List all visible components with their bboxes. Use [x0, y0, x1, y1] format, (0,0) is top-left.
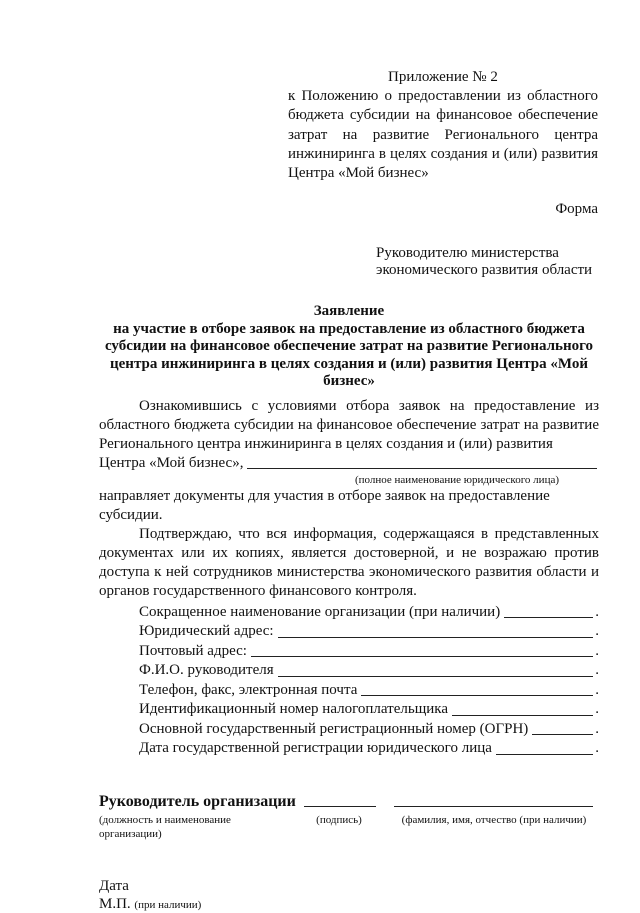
field-label: Ф.И.О. руководителя [139, 662, 274, 679]
form-field-row [139, 700, 599, 720]
header-line: бюджета субсидии на финансовое обеспечение [288, 107, 598, 124]
form-field-row [139, 661, 599, 681]
header-line: инжиниринга в целях создания и (или) развития [288, 145, 598, 162]
appendix-number: Приложение № 2 [388, 69, 498, 85]
paragraph-1: Ознакомившись с условиями отбора заявок на предоставление из областного бюджета субсидии на финансовое обеспечение затрат на развитие Регионального центра инжиниринга в целях создания и (или) развития [99, 397, 599, 452]
signature-field[interactable] [304, 806, 376, 807]
paragraph-1-end: Центра «Мой бизнес», [99, 454, 244, 471]
field-input[interactable] [532, 733, 593, 735]
title-line: субсидии на финансовое обеспечение затрат на развитие Регионального [104, 338, 594, 355]
form-field-row [139, 720, 599, 740]
form-field-row [139, 603, 599, 623]
stamp-note: (при наличии) [134, 898, 202, 911]
field-label: Дата государственной регистрации юридического лица [139, 740, 492, 757]
org-name-caption: (полное наименование юридического лица) [354, 473, 559, 486]
field-end: . [595, 740, 599, 757]
field-input[interactable] [504, 616, 593, 618]
form-label: Форма [555, 201, 598, 217]
header-line: затрат на развитие Регионального центра [288, 126, 598, 143]
stamp-label: М.П. [99, 895, 131, 912]
field-label: Почтовый адрес: [139, 642, 247, 659]
header-line: Центра «Мой бизнес» [288, 165, 429, 182]
name-field[interactable] [394, 806, 593, 807]
date-stamp-block [99, 877, 604, 913]
field-label: Юридический адрес: [139, 623, 274, 640]
addressee [376, 245, 592, 279]
title-line: центра инжиниринга в целях создания и (или) развития Центра «Мой бизнес» [110, 355, 588, 390]
field-input[interactable] [361, 694, 593, 696]
org-name-field[interactable] [247, 467, 597, 469]
field-end: . [595, 662, 599, 679]
field-label: Телефон, факс, электронная почта [139, 681, 358, 698]
signature-caption: (подпись) [316, 813, 362, 826]
form-field-row [139, 622, 599, 642]
title-main: Заявление [313, 303, 385, 319]
signature-block [99, 793, 599, 841]
form-field-row [139, 642, 599, 662]
org-name-line [99, 454, 599, 473]
field-input[interactable] [278, 675, 594, 677]
signature-label: Руководитель организации [99, 792, 296, 810]
paragraph-1-cont: направляет документы для участия в отборе заявок на предоставление субсидии. [99, 487, 550, 523]
document-main [94, 303, 604, 913]
field-end: . [595, 720, 599, 737]
field-end: . [595, 701, 599, 718]
name-caption: (фамилия, имя, отчество (при наличии) [401, 813, 587, 826]
document-body [99, 397, 599, 601]
field-input[interactable] [278, 636, 594, 638]
field-end: . [595, 623, 599, 640]
field-label: Основной государственный регистрационный номер (ОГРН) [139, 720, 529, 737]
title-line: на участие в отборе заявок на предоставление из областного бюджета [113, 320, 585, 337]
addressee-line: Руководителю министерства [376, 245, 559, 261]
field-label: Идентификационный номер налогоплательщика [139, 701, 449, 718]
field-end: . [595, 642, 599, 659]
appendix-header [288, 68, 598, 183]
paragraph-2: Подтверждаю, что вся информация, содержащаяся в представленных документах или их копиях, является достоверной, и не возражаю против доступа к ней сотрудников министерства экономического развития области и органов государственного финансового контроля. [99, 525, 599, 599]
field-end: . [595, 603, 599, 620]
field-input[interactable] [452, 714, 593, 716]
form-field-row [139, 681, 599, 701]
field-end: . [595, 681, 599, 698]
field-label: Сокращенное наименование организации (при наличии) [139, 603, 501, 620]
document-title [94, 303, 604, 391]
header-line: к Положению о предоставлении из областного [288, 88, 598, 105]
position-caption: (должность и наименование организации) [99, 813, 231, 840]
form-field-row [139, 739, 599, 759]
date-label: Дата [99, 877, 129, 894]
fields-list [139, 603, 599, 759]
field-input[interactable] [251, 655, 593, 657]
field-input[interactable] [496, 753, 593, 755]
addressee-line: экономического развития области [376, 262, 593, 278]
